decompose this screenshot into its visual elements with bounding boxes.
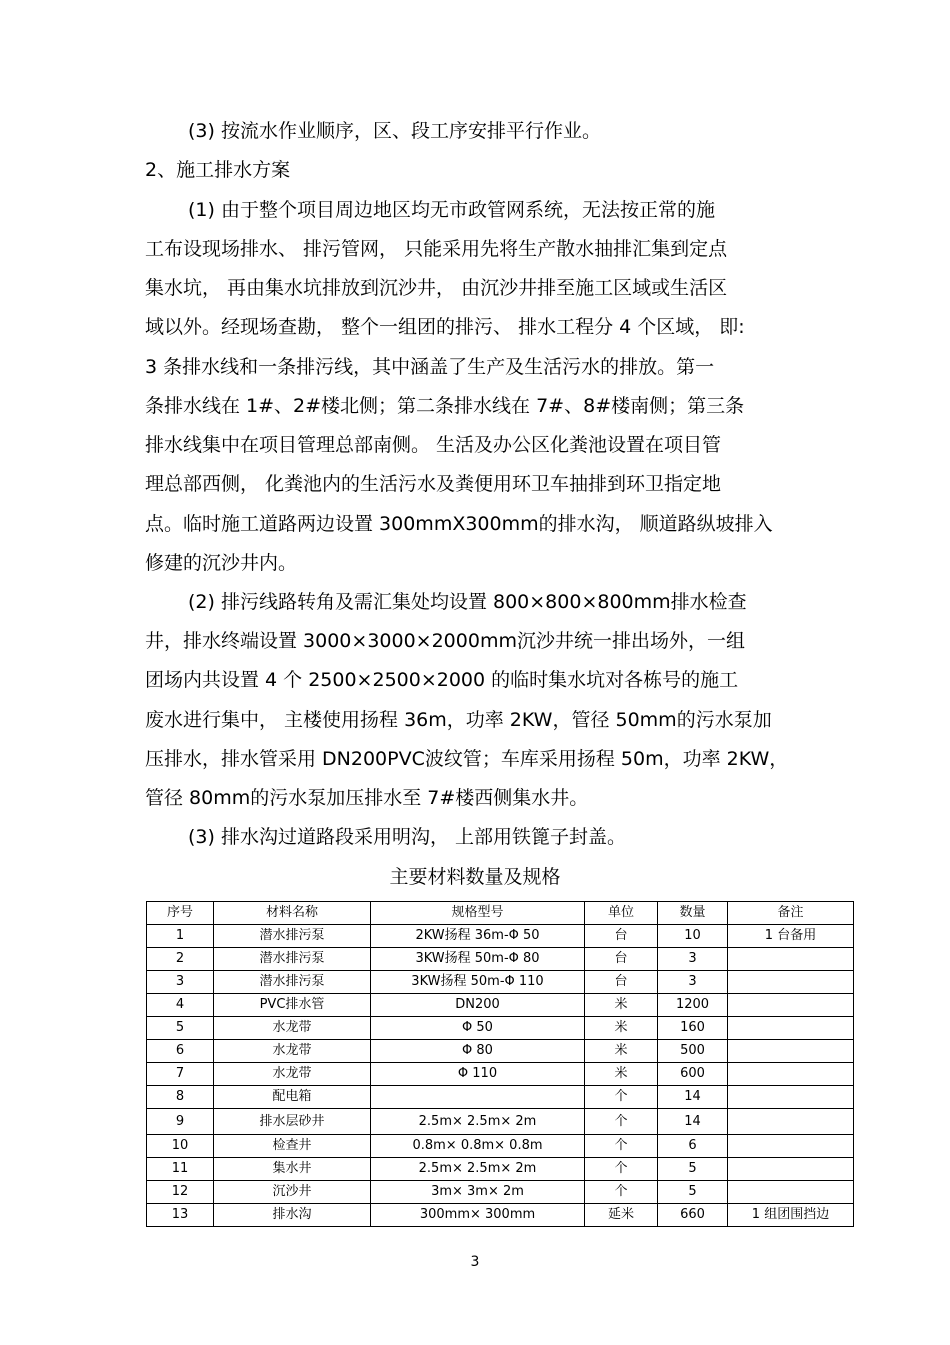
table-cell: 1 组团围挡边 (728, 1204, 854, 1227)
table-cell: 潜水排污泵 (214, 971, 371, 994)
header-cell: 材料名称 (214, 902, 371, 925)
table-row (147, 1017, 854, 1040)
table-row (147, 1040, 854, 1063)
table-cell: 3KW扬程 50m-Φ 80 (371, 948, 585, 971)
table-cell: 沉沙井 (214, 1181, 371, 1204)
page-number: 3 (470, 1254, 480, 1270)
table-cell (728, 994, 854, 1017)
table-cell: 5 (658, 1158, 728, 1181)
paragraph-line: 管径 80mm的污水泵加压排水至 7#楼西侧集水井。 (145, 787, 589, 809)
paragraph-line: (3) 按流水作业顺序，区、段工序安排平行作业。 (188, 120, 601, 142)
paragraph-line: 修建的沉沙井内。 (145, 552, 298, 574)
table-cell: 集水井 (214, 1158, 371, 1181)
table-cell: 米 (585, 1040, 658, 1063)
table-row (147, 948, 854, 971)
table-cell (728, 1109, 854, 1135)
paragraph-line: 工布设现场排水、 排污管网， 只能采用先将生产散水抽排汇集到定点 (145, 238, 728, 260)
paragraph-line: (3) 排水沟过道路段采用明沟， 上部用铁篦子封盖。 (188, 826, 626, 848)
paragraph-line: 团场内共设置 4 个 2500×2500×2000 的临时集水坑对各栋号的施工 (145, 669, 739, 691)
table-cell: 7 (147, 1063, 214, 1086)
table-cell: 延米 (585, 1204, 658, 1227)
table-cell: DN200 (371, 994, 585, 1017)
paragraph-line: 域以外。经现场查勘， 整个一组团的排污、 排水工程分 4 个区域， 即: (145, 316, 745, 338)
header-cell: 序号 (147, 902, 214, 925)
table-cell: 排水层砂井 (214, 1109, 371, 1135)
table-row (147, 971, 854, 994)
paragraph-line: 3 条排水线和一条排污线，其中涵盖了生产及生活污水的排放。第一 (145, 356, 715, 378)
table-cell: 12 (147, 1181, 214, 1204)
table-cell (728, 1086, 854, 1109)
table-cell (728, 1063, 854, 1086)
header-cell: 单位 (585, 902, 658, 925)
table-cell: 2.5m× 2.5m× 2m (371, 1109, 585, 1135)
table-cell: 2KW扬程 36m-Φ 50 (371, 925, 585, 948)
table-cell: 1 台备用 (728, 925, 854, 948)
table-cell: 3m× 3m× 2m (371, 1181, 585, 1204)
table-row (147, 1135, 854, 1158)
table-cell: Φ 110 (371, 1063, 585, 1086)
table-cell: PVC排水管 (214, 994, 371, 1017)
header-cell: 规格型号 (371, 902, 585, 925)
table-cell: Φ 50 (371, 1017, 585, 1040)
table-cell: 检查井 (214, 1135, 371, 1158)
table-cell: 台 (585, 925, 658, 948)
table-cell (371, 1086, 585, 1109)
table-cell (728, 1017, 854, 1040)
table-cell: 米 (585, 1017, 658, 1040)
table-cell (728, 1135, 854, 1158)
table-cell: 6 (147, 1040, 214, 1063)
table-row (147, 994, 854, 1017)
table-cell: 10 (147, 1135, 214, 1158)
table-cell: 配电箱 (214, 1086, 371, 1109)
table-cell: 潜水排污泵 (214, 925, 371, 948)
table-cell: 6 (658, 1135, 728, 1158)
table-row (147, 1063, 854, 1086)
table-cell: 13 (147, 1204, 214, 1227)
table-cell (728, 948, 854, 971)
table-cell: 1200 (658, 994, 728, 1017)
table-cell: 个 (585, 1158, 658, 1181)
table-cell: 个 (585, 1181, 658, 1204)
table-cell: 2 (147, 948, 214, 971)
table-cell: 3 (658, 971, 728, 994)
table-cell: 潜水排污泵 (214, 948, 371, 971)
table-cell: 个 (585, 1109, 658, 1135)
paragraph-line: 集水坑， 再由集水坑排放到沉沙井， 由沉沙井排至施工区域或生活区 (145, 277, 728, 299)
paragraph-line: (2) 排污线路转角及需汇集处均设置 800×800×800mm排水检查 (188, 591, 747, 613)
materials-table (146, 901, 854, 1227)
table-cell: 9 (147, 1109, 214, 1135)
table-row (147, 1086, 854, 1109)
table-row (147, 1181, 854, 1204)
table-row (147, 1158, 854, 1181)
header-cell: 数量 (658, 902, 728, 925)
table-row (147, 1204, 854, 1227)
paragraph-line: 压排水，排水管采用 DN200PVC波纹管；车库采用扬程 50m，功率 2KW， (145, 748, 789, 770)
table-cell: 160 (658, 1017, 728, 1040)
table-cell: 个 (585, 1086, 658, 1109)
table-row (147, 1109, 854, 1135)
paragraph-line: 点。临时施工道路两边设置 300mmX300mm的排水沟， 顺道路纵坡排入 (145, 513, 773, 535)
paragraph-line: 理总部西侧， 化粪池内的生活污水及粪便用环卫车抽排到环卫指定地 (145, 473, 722, 495)
table-cell: Φ 80 (371, 1040, 585, 1063)
paragraph-line: 条排水线在 1#、2#楼北侧；第二条排水线在 7#、8#楼南侧；第三条 (145, 395, 745, 417)
table-cell: 3 (147, 971, 214, 994)
table-cell: 2.5m× 2.5m× 2m (371, 1158, 585, 1181)
table-cell: 米 (585, 1063, 658, 1086)
table-cell: 14 (658, 1109, 728, 1135)
paragraph-line: 废水进行集中， 主楼使用扬程 36m，功率 2KW，管径 50mm的污水泵加 (145, 709, 772, 731)
table-cell (728, 1040, 854, 1063)
section-heading: 2、施工排水方案 (145, 159, 291, 181)
table-cell: 14 (658, 1086, 728, 1109)
table-cell: 10 (658, 925, 728, 948)
table-cell: 5 (658, 1181, 728, 1204)
table-cell: 3 (658, 948, 728, 971)
table-cell: 300mm× 300mm (371, 1204, 585, 1227)
table-cell: 台 (585, 948, 658, 971)
paragraph-line: 排水线集中在项目管理总部南侧。 生活及办公区化粪池设置在项目管 (145, 434, 722, 456)
table-cell: 米 (585, 994, 658, 1017)
table-cell: 台 (585, 971, 658, 994)
table-cell: 排水沟 (214, 1204, 371, 1227)
table-cell: 1 (147, 925, 214, 948)
table-cell: 4 (147, 994, 214, 1017)
table-cell (728, 1181, 854, 1204)
table-cell (728, 1158, 854, 1181)
table-cell: 0.8m× 0.8m× 0.8m (371, 1135, 585, 1158)
paragraph-line: 井，排水终端设置 3000×3000×2000mm沉沙井统一排出场外，一组 (145, 630, 745, 652)
table-header-row (147, 902, 854, 925)
table-cell: 500 (658, 1040, 728, 1063)
table-cell: 水龙带 (214, 1040, 371, 1063)
table-cell (728, 971, 854, 994)
table-cell: 11 (147, 1158, 214, 1181)
table-cell: 660 (658, 1204, 728, 1227)
table-cell: 8 (147, 1086, 214, 1109)
header-cell: 备注 (728, 902, 854, 925)
table-title: 主要材料数量及规格 (389, 866, 561, 888)
table-cell: 水龙带 (214, 1063, 371, 1086)
table-cell: 3KW扬程 50m-Φ 110 (371, 971, 585, 994)
table-cell: 水龙带 (214, 1017, 371, 1040)
table-cell: 5 (147, 1017, 214, 1040)
table-cell: 600 (658, 1063, 728, 1086)
table-cell: 个 (585, 1135, 658, 1158)
paragraph-line: (1) 由于整个项目周边地区均无市政管网系统，无法按正常的施 (188, 199, 715, 221)
table-row (147, 925, 854, 948)
